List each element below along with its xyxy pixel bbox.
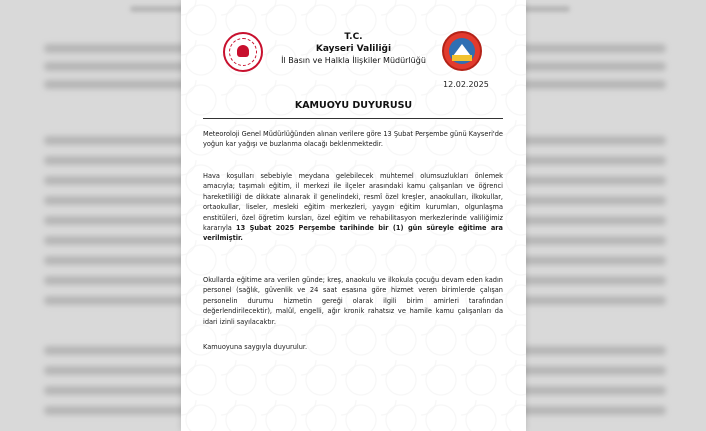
header-department: İl Basın ve Halkla İlişkiler Müdürlüğü <box>281 56 426 65</box>
header-tc: T.C. <box>344 32 363 42</box>
paragraph-forecast: Meteoroloji Genel Müdürlüğünden alınan verilere göre 13 Şubat Perşembe günü Kayseri'de yoğun kar yağışı ve buzlanma olacağı beklenmektedir. <box>203 130 503 149</box>
paragraph-decision-text: Hava koşulları sebebiyle meydana gelebilecek muhtemel olumsuzlukları önlemek amacıyla; taşımalı eğitim, il merkezi ile ilçeler arasındaki kamu çalışanları ve öğrenci hareketliliği de dikkate alınarak il genelindeki, resmî özel kreşler, anaokulları, ilkokullar, ortaokullar, liseler, mesleki eğitim merkezleri, yaygın eğitim kurumları, olgunlaşma enstitüleri, özel öğretim kursları, özel eğitim ve rehabilitasyon merkezlerinde valiliğimiz kararıyla <box>203 172 503 233</box>
paragraph-decision-bold: 13 Şubat 2025 Perşembe tarihinde bir (1) gün süreyle eğitime ara verilmiştir. <box>203 224 503 243</box>
header-authority: Kayseri Valiliği <box>315 44 392 54</box>
document-date: 12.02.2025 <box>443 80 489 89</box>
paragraph-decision <box>203 171 503 244</box>
emblem-base <box>452 55 472 61</box>
title-divider <box>203 118 503 119</box>
kayseri-municipal-emblem-icon <box>442 31 482 71</box>
paragraph-leave: Okullarda eğitime ara verilen günde; kreş, anaokulu ve ilkokula çocuğu devam eden kadın personel (sağlık, güvenlik ve 24 saat esasına göre hizmet veren birimlerde çalışan personelin durumu hizmetin gereği olarak ilgili birim amirleri tarafından değerlendirilecektir), malûl, engelli, ağır kronik rahatsız ve hamile kamu çalışanları da idari izinli sayılacaktır. <box>203 276 503 326</box>
paragraph-closing: Kamuoyuna saygıyla duyurulur. <box>203 343 308 351</box>
document-title: KAMUOYU DUYURUSU <box>294 100 413 111</box>
announcement-document <box>181 0 526 431</box>
